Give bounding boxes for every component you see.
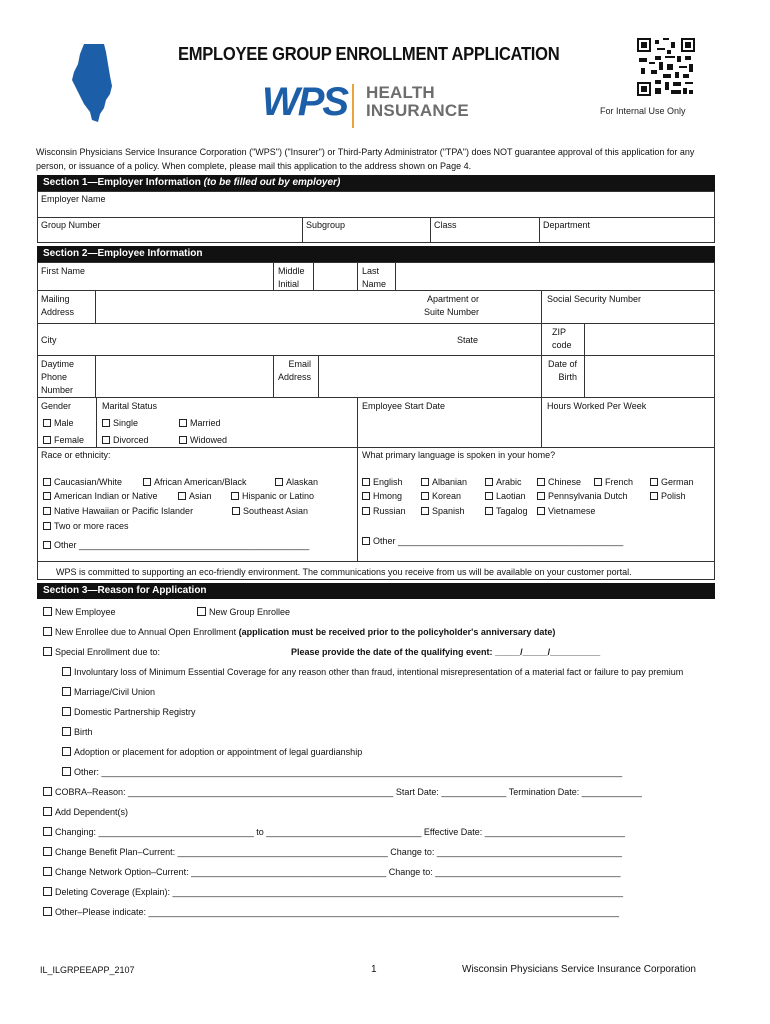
- lang-penn-dutch-checkbox[interactable]: Pennsylvania Dutch: [537, 491, 628, 501]
- hours-field[interactable]: Hours Worked Per Week: [547, 401, 647, 411]
- subgroup-field[interactable]: Subgroup: [306, 220, 346, 230]
- lang-laotian-checkbox[interactable]: Laotian: [485, 491, 526, 501]
- cobra-checkbox[interactable]: COBRA–Reason: _____________________________________________________ Start Date: _____________ Termination Date: ____________: [43, 787, 642, 797]
- lang-spanish-checkbox[interactable]: Spanish: [421, 506, 465, 516]
- email-label[interactable]: Email Address: [278, 359, 312, 382]
- new-employee-checkbox[interactable]: New Employee: [43, 607, 116, 617]
- dob-label[interactable]: Date of Birth: [548, 359, 578, 382]
- last-name-label[interactable]: Last Name: [362, 266, 387, 289]
- city-field[interactable]: City: [41, 335, 57, 345]
- daytime-phone-label[interactable]: Daytime Phone Number: [41, 359, 75, 395]
- race-two-more-checkbox[interactable]: Two or more races: [43, 521, 129, 531]
- female-checkbox[interactable]: Female: [43, 435, 84, 445]
- race-other-checkbox[interactable]: Other ______________________________________________: [43, 540, 309, 550]
- page-number: 1: [371, 964, 377, 975]
- mailing-address-label[interactable]: Mailing Address: [41, 294, 75, 317]
- gender-label: Gender: [41, 401, 72, 411]
- section2-heading: Section 2—Employee Information: [37, 246, 715, 262]
- male-checkbox[interactable]: Male: [43, 418, 74, 428]
- logo-health-insurance: HEALTH INSURANCE: [366, 83, 469, 120]
- married-checkbox[interactable]: Married: [179, 418, 221, 428]
- lang-albanian-checkbox[interactable]: Albanian: [421, 477, 467, 487]
- qualifying-date-field[interactable]: Please provide the date of the qualifying event: _____/_____/__________: [291, 647, 601, 657]
- race-native-american-checkbox[interactable]: American Indian or Native: [43, 491, 158, 501]
- change-network-checkbox[interactable]: Change Network Option–Current: _______________________________________ Change to: _____________________________________: [43, 867, 621, 877]
- start-date-field[interactable]: Employee Start Date: [362, 401, 446, 411]
- class-field[interactable]: Class: [434, 220, 457, 230]
- middle-initial-label[interactable]: Middle Initial: [278, 266, 305, 289]
- birth-checkbox[interactable]: Birth: [62, 727, 93, 737]
- lang-polish-checkbox[interactable]: Polish: [650, 491, 686, 501]
- section3-heading: Section 3—Reason for Application: [37, 583, 715, 599]
- involuntary-checkbox[interactable]: Involuntary loss of Minimum Essential Coverage for any reason other than fraud, intentional misrepresentation of a material fact or failure to pay premium: [62, 667, 683, 677]
- annual-open-checkbox[interactable]: New Enrollee due to Annual Open Enrollment (application must be received prior to the policyholder's anniversary date): [43, 627, 555, 637]
- lang-korean-checkbox[interactable]: Korean: [421, 491, 461, 501]
- state-field[interactable]: State: [457, 335, 479, 345]
- zip-label[interactable]: ZIP code: [552, 327, 572, 350]
- race-label: Race or ethnicity:: [41, 450, 111, 460]
- race-african-checkbox[interactable]: African American/Black: [143, 477, 247, 487]
- form-id: IL_ILGRPEEAPP_2107: [40, 965, 135, 975]
- section1-heading: Section 1—Employer Information (to be filled out by employer): [37, 175, 715, 191]
- department-field[interactable]: Department: [543, 220, 591, 230]
- lang-arabic-checkbox[interactable]: Arabic: [485, 477, 522, 487]
- group-number-field[interactable]: Group Number: [41, 220, 101, 230]
- deleting-coverage-checkbox[interactable]: Deleting Coverage (Explain): __________________________________________________________________________________________: [43, 887, 623, 897]
- lang-chinese-checkbox[interactable]: Chinese: [537, 477, 581, 487]
- single-checkbox[interactable]: Single: [102, 418, 138, 428]
- wps-logo: [262, 80, 472, 132]
- section2-box: [37, 262, 715, 580]
- logo-divider: [352, 84, 354, 128]
- changing-checkbox[interactable]: Changing: _______________________________ to _______________________________ Effective Date: ____________________________: [43, 827, 625, 837]
- employer-name-field[interactable]: Employer Name: [41, 194, 106, 204]
- marital-status-label: Marital Status: [102, 401, 158, 411]
- language-label: What primary language is spoken in your home?: [362, 450, 556, 460]
- add-dependents-checkbox[interactable]: Add Dependent(s): [43, 807, 128, 817]
- wps-logo-text: WPS: [262, 80, 348, 124]
- eco-note: WPS is committed to supporting an eco-friendly environment. The communications you receive from us will be available on your customer portal.: [56, 567, 632, 577]
- intro-text: Wisconsin Physicians Service Insurance Corporation ("WPS") ("Insurer") or Third-Party Administrator ("TPA") does NOT guarantee approval of this application for any person, or issuance of a policy. When complete, please mail this application to the address shown on Page 4.: [36, 147, 695, 171]
- adoption-checkbox[interactable]: Adoption or placement for adoption or appointment of legal guardianship: [62, 747, 362, 757]
- race-southeast-checkbox[interactable]: Southeast Asian: [232, 506, 308, 516]
- lang-tagalog-checkbox[interactable]: Tagalog: [485, 506, 528, 516]
- ssn-field[interactable]: Social Security Number: [547, 294, 642, 304]
- internal-use-label: For Internal Use Only: [600, 106, 686, 116]
- marriage-checkbox[interactable]: Marriage/Civil Union: [62, 687, 155, 697]
- apartment-label[interactable]: Apartment or Suite Number: [424, 294, 480, 317]
- lang-vietnamese-checkbox[interactable]: Vietnamese: [537, 506, 595, 516]
- race-alaskan-checkbox[interactable]: Alaskan: [275, 477, 318, 487]
- lang-other-checkbox[interactable]: Other _____________________________________________: [362, 536, 623, 546]
- qr-code-icon: [637, 38, 695, 96]
- change-benefit-checkbox[interactable]: Change Benefit Plan–Current: __________________________________________ Change to: _____________________________________: [43, 847, 622, 857]
- other-indicate-checkbox[interactable]: Other–Please indicate: ______________________________________________________________________________________________: [43, 907, 619, 917]
- divorced-checkbox[interactable]: Divorced: [102, 435, 149, 445]
- special-enrollment-checkbox[interactable]: Special Enrollment due to:: [43, 647, 160, 657]
- widowed-checkbox[interactable]: Widowed: [179, 435, 227, 445]
- domestic-checkbox[interactable]: Domestic Partnership Registry: [62, 707, 196, 717]
- lang-german-checkbox[interactable]: German: [650, 477, 694, 487]
- lang-hmong-checkbox[interactable]: Hmong: [362, 491, 402, 501]
- race-hispanic-checkbox[interactable]: Hispanic or Latino: [231, 491, 314, 501]
- illinois-map-icon: [70, 42, 116, 124]
- page-title: EMPLOYEE GROUP ENROLLMENT APPLICATION: [178, 44, 560, 64]
- company-name: Wisconsin Physicians Service Insurance Corporation: [462, 964, 696, 975]
- race-caucasian-checkbox[interactable]: Caucasian/White: [43, 477, 122, 487]
- lang-russian-checkbox[interactable]: Russian: [362, 506, 406, 516]
- race-hawaiian-checkbox[interactable]: Native Hawaiian or Pacific Islander: [43, 506, 193, 516]
- new-group-checkbox[interactable]: New Group Enrollee: [197, 607, 290, 617]
- lang-french-checkbox[interactable]: French: [594, 477, 633, 487]
- race-asian-checkbox[interactable]: Asian: [178, 491, 212, 501]
- lang-english-checkbox[interactable]: English: [362, 477, 403, 487]
- special-other-checkbox[interactable]: Other: ________________________________________________________________________________________________________: [62, 767, 622, 777]
- first-name-field[interactable]: First Name: [41, 266, 86, 276]
